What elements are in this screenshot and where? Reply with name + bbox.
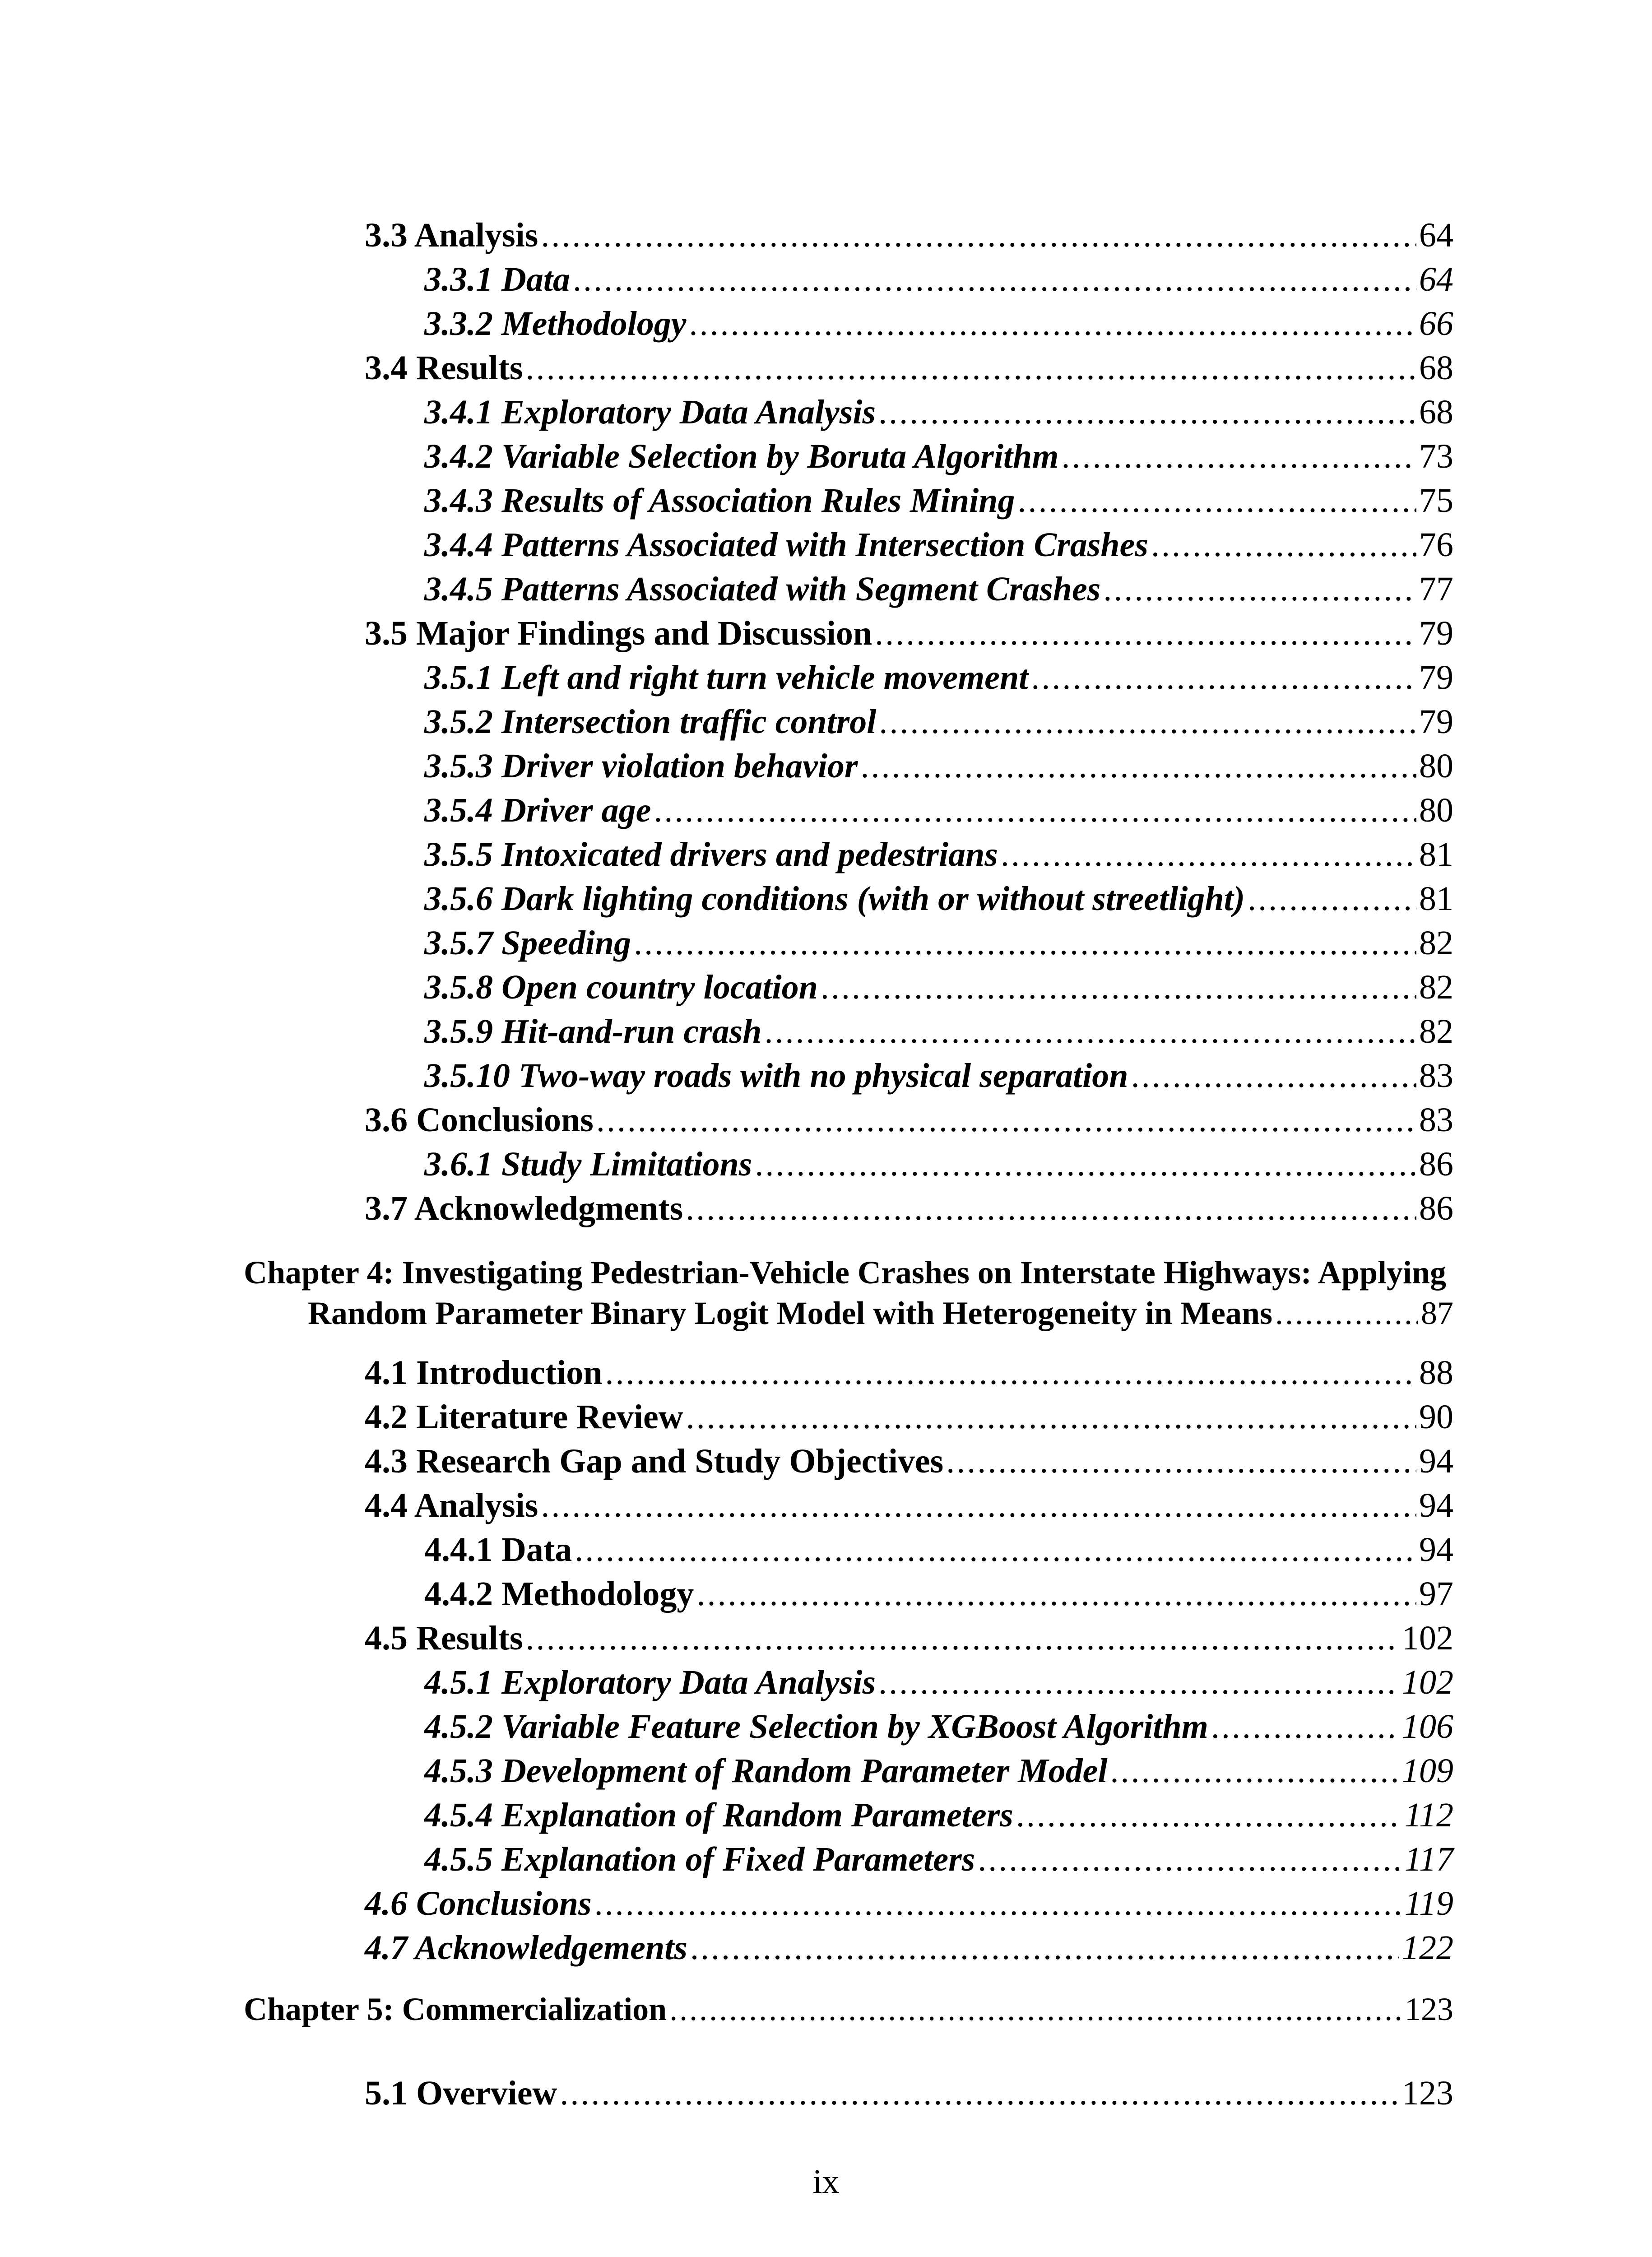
dot-leader [1001, 835, 1416, 874]
toc-title: 4.1 Introduction [365, 1354, 603, 1392]
toc-page: 73 [1419, 437, 1453, 475]
dot-leader [861, 747, 1416, 786]
toc-page: 86 [1419, 1145, 1453, 1183]
toc-title: 4.7 Acknowledgements [365, 1929, 687, 1967]
toc-page: 82 [1419, 924, 1453, 962]
toc-page: 82 [1419, 968, 1453, 1006]
dot-leader [1151, 525, 1416, 565]
dot-leader [690, 1928, 1399, 1968]
toc-page: 119 [1404, 1885, 1453, 1923]
toc-title: 3.4.5 Patterns Associated with Segment Crashes [424, 570, 1101, 608]
toc-page: 81 [1419, 836, 1453, 873]
toc-title: 3.3.2 Methodology [424, 305, 687, 343]
toc-title: 4.5.5 Explanation of Fixed Parameters [424, 1840, 975, 1878]
dot-leader [541, 216, 1416, 255]
toc-entry-3-5-4[interactable] [424, 791, 1453, 830]
dot-leader [696, 1574, 1416, 1614]
dot-leader [596, 1101, 1416, 1140]
toc-entry-3-4[interactable] [365, 348, 1453, 388]
dot-leader [755, 1145, 1416, 1184]
toc-page: 68 [1419, 349, 1453, 387]
toc-page: 77 [1419, 570, 1453, 608]
toc-title: 3.4.2 Variable Selection by Boruta Algorithm [424, 437, 1059, 475]
toc-title: 3.5.6 Dark lighting conditions (with or without streetlight) [424, 880, 1245, 918]
toc-page: 122 [1402, 1929, 1453, 1967]
toc-entry-3-5-9[interactable] [424, 1012, 1453, 1051]
toc-entry-4-6[interactable] [365, 1884, 1453, 1923]
toc-entry-4-5-5[interactable] [424, 1840, 1453, 1879]
toc-page: 123 [1405, 1991, 1453, 2027]
toc-page: 79 [1419, 659, 1453, 697]
toc-page: 79 [1419, 703, 1453, 741]
toc-page: 88 [1419, 1354, 1453, 1392]
toc-page: 117 [1404, 1840, 1453, 1878]
toc-entry-4-5-2[interactable] [424, 1707, 1453, 1746]
toc-page: 123 [1402, 2074, 1453, 2112]
dot-leader [686, 1398, 1416, 1437]
toc-title: 4.4.1 Data [424, 1531, 572, 1569]
toc-page: 80 [1419, 791, 1453, 829]
toc-title: 4.4.2 Methodology [424, 1575, 694, 1613]
toc-page: 79 [1419, 614, 1453, 652]
toc-page: 68 [1419, 393, 1453, 431]
toc-page: 102 [1402, 1619, 1453, 1657]
toc-entry-3-3-1[interactable] [424, 260, 1453, 299]
toc-page: 109 [1402, 1752, 1453, 1790]
toc-entry-3-5-1[interactable] [424, 658, 1453, 697]
chapter-4-heading-line1[interactable]: Chapter 4: Investigating Pedestrian-Vehicle Crashes on Interstate Highways: Applying [244, 1254, 1447, 1291]
dot-leader [575, 1530, 1416, 1570]
toc-page: 90 [1419, 1398, 1453, 1436]
toc-page: 94 [1419, 1442, 1453, 1480]
dot-leader [1131, 1056, 1416, 1096]
dot-leader [560, 2074, 1399, 2113]
toc-title: Chapter 5: Commercialization [244, 1991, 667, 2027]
toc-title: 3.5.10 Two-way roads with no physical separation [424, 1057, 1128, 1095]
toc-entry-3-4-5[interactable] [424, 570, 1453, 609]
toc-entry-3-6[interactable] [365, 1101, 1453, 1140]
toc-title: 3.3 Analysis [365, 216, 538, 254]
toc-title: 3.3.1 Data [424, 260, 570, 298]
dot-leader [573, 260, 1416, 299]
toc-title: 4.5.2 Variable Feature Selection by XGBoost Algorithm [424, 1708, 1208, 1746]
toc-page: 106 [1402, 1708, 1453, 1746]
toc-title: 3.5.4 Driver age [424, 791, 651, 829]
dot-leader [669, 1991, 1402, 2028]
dot-leader [1248, 879, 1416, 919]
dot-leader [654, 791, 1416, 830]
toc-entry-3-6-1[interactable] [424, 1145, 1453, 1184]
toc-entry-3-5-8[interactable] [424, 968, 1453, 1007]
toc-page: 112 [1404, 1796, 1453, 1834]
toc-entry-3-5-10[interactable] [424, 1056, 1453, 1096]
toc-page: 94 [1419, 1531, 1453, 1569]
dot-leader [525, 1619, 1399, 1658]
dot-leader [821, 968, 1416, 1007]
toc-page: 64 [1419, 216, 1453, 254]
toc-entry-3-7[interactable] [365, 1189, 1453, 1228]
toc-entry-4-4-2[interactable] [424, 1574, 1453, 1614]
toc-title: 3.5.7 Speeding [424, 924, 631, 962]
toc-entry-3-3[interactable] [365, 216, 1453, 255]
dot-leader [689, 304, 1416, 344]
toc-entry-3-5-6[interactable] [424, 879, 1453, 919]
dot-leader [1110, 1751, 1399, 1791]
toc-title: 3.7 Acknowledgments [365, 1189, 683, 1227]
dot-leader [1103, 570, 1416, 609]
toc-title: 5.1 Overview [365, 2074, 557, 2112]
toc-title: 4.5.1 Exploratory Data Analysis [424, 1663, 876, 1701]
toc-entry-4-5-1[interactable] [424, 1663, 1453, 1702]
toc-entry-3-5-2[interactable] [424, 702, 1453, 742]
toc-page: 97 [1419, 1575, 1453, 1613]
chapter-5-heading[interactable] [244, 1991, 1453, 2028]
toc-page: 87 [1421, 1295, 1453, 1331]
toc-title: 4.5.4 Explanation of Random Parameters [424, 1796, 1013, 1834]
dot-leader [875, 614, 1416, 653]
toc-title: 3.6.1 Study Limitations [424, 1145, 752, 1183]
dot-leader [1061, 437, 1416, 476]
toc-entry-3-5-5[interactable] [424, 835, 1453, 874]
toc-entry-4-4-1[interactable] [424, 1530, 1453, 1570]
toc-page: 75 [1419, 482, 1453, 520]
toc-title: 3.5.3 Driver violation behavior [424, 747, 858, 785]
toc-title: 3.5.9 Hit-and-run crash [424, 1012, 762, 1050]
toc-entry-4-7[interactable] [365, 1928, 1453, 1968]
toc-entry-4-2[interactable] [365, 1398, 1453, 1437]
toc-page: 81 [1419, 880, 1453, 918]
dot-leader [1016, 1796, 1402, 1835]
toc-title: 3.5.8 Open country location [424, 968, 818, 1006]
dot-leader [1031, 658, 1416, 697]
toc-page: 76 [1419, 526, 1453, 564]
toc-page: 64 [1419, 260, 1453, 298]
dot-leader [1211, 1707, 1399, 1746]
chapter-4-heading-line2[interactable] [308, 1295, 1453, 1332]
toc-entry-4-4[interactable] [365, 1486, 1453, 1525]
toc-title: 3.5.1 Left and right turn vehicle movement [424, 659, 1029, 697]
toc-title: 3.5 Major Findings and Discussion [365, 614, 872, 652]
dot-leader [594, 1884, 1402, 1923]
toc-title: 4.6 Conclusions [365, 1885, 592, 1923]
toc-title: 4.2 Literature Review [365, 1398, 683, 1436]
toc-entry-5-1[interactable] [365, 2074, 1453, 2113]
toc-entry-3-4-3[interactable] [424, 481, 1453, 520]
dot-leader [879, 702, 1416, 742]
dot-leader [1275, 1295, 1418, 1332]
toc-entry-4-3[interactable] [365, 1442, 1453, 1481]
dot-leader [634, 924, 1416, 963]
toc-entry-4-1[interactable] [365, 1353, 1453, 1393]
dot-leader [946, 1442, 1416, 1481]
toc-title: 3.4.4 Patterns Associated with Intersection Crashes [424, 526, 1148, 564]
toc-entry-3-4-4[interactable] [424, 525, 1453, 565]
dot-leader [686, 1189, 1416, 1228]
toc-page: 66 [1419, 305, 1453, 343]
toc-title: 3.4.1 Exploratory Data Analysis [424, 393, 876, 431]
dot-leader [525, 348, 1416, 388]
toc-title: 3.6 Conclusions [365, 1101, 594, 1139]
toc-title: 3.4.3 Results of Association Rules Mining [424, 482, 1015, 520]
toc-page: 94 [1419, 1486, 1453, 1524]
toc-page: 80 [1419, 747, 1453, 785]
toc-entry-3-3-2[interactable] [424, 304, 1453, 344]
toc-entry-4-5-3[interactable] [424, 1751, 1453, 1791]
dot-leader [1017, 481, 1416, 520]
toc-entry-3-4-1[interactable] [424, 393, 1453, 432]
toc-title: 4.5 Results [365, 1619, 523, 1657]
dot-leader [765, 1012, 1417, 1051]
toc-title: 4.3 Research Gap and Study Objectives [365, 1442, 944, 1480]
toc-title: 4.5.3 Development of Random Parameter Model [424, 1752, 1108, 1790]
toc-title: 3.5.2 Intersection traffic control [424, 703, 877, 741]
dot-leader [878, 393, 1416, 432]
toc-page: 102 [1402, 1663, 1453, 1701]
toc-entry-4-5[interactable] [365, 1619, 1453, 1658]
dot-leader [978, 1840, 1401, 1879]
page-number: ix [812, 2163, 840, 2201]
dot-leader [878, 1663, 1399, 1702]
toc-page: 83 [1419, 1101, 1453, 1139]
dot-leader [541, 1486, 1416, 1525]
toc-page: 86 [1419, 1189, 1453, 1227]
toc-title: 4.4 Analysis [365, 1486, 538, 1524]
toc-page: 82 [1419, 1012, 1453, 1050]
toc-title: Random Parameter Binary Logit Model with Heterogeneity in Means [308, 1295, 1273, 1331]
toc-title: 3.4 Results [365, 349, 523, 387]
toc-entry-3-5-7[interactable] [424, 924, 1453, 963]
toc-entry-3-5-3[interactable] [424, 747, 1453, 786]
toc-page: 83 [1419, 1057, 1453, 1095]
toc-title: 3.5.5 Intoxicated drivers and pedestrians [424, 836, 998, 873]
dot-leader [605, 1353, 1416, 1393]
toc-entry-4-5-4[interactable] [424, 1796, 1453, 1835]
toc-entry-3-5[interactable] [365, 614, 1453, 653]
toc-entry-3-4-2[interactable] [424, 437, 1453, 476]
